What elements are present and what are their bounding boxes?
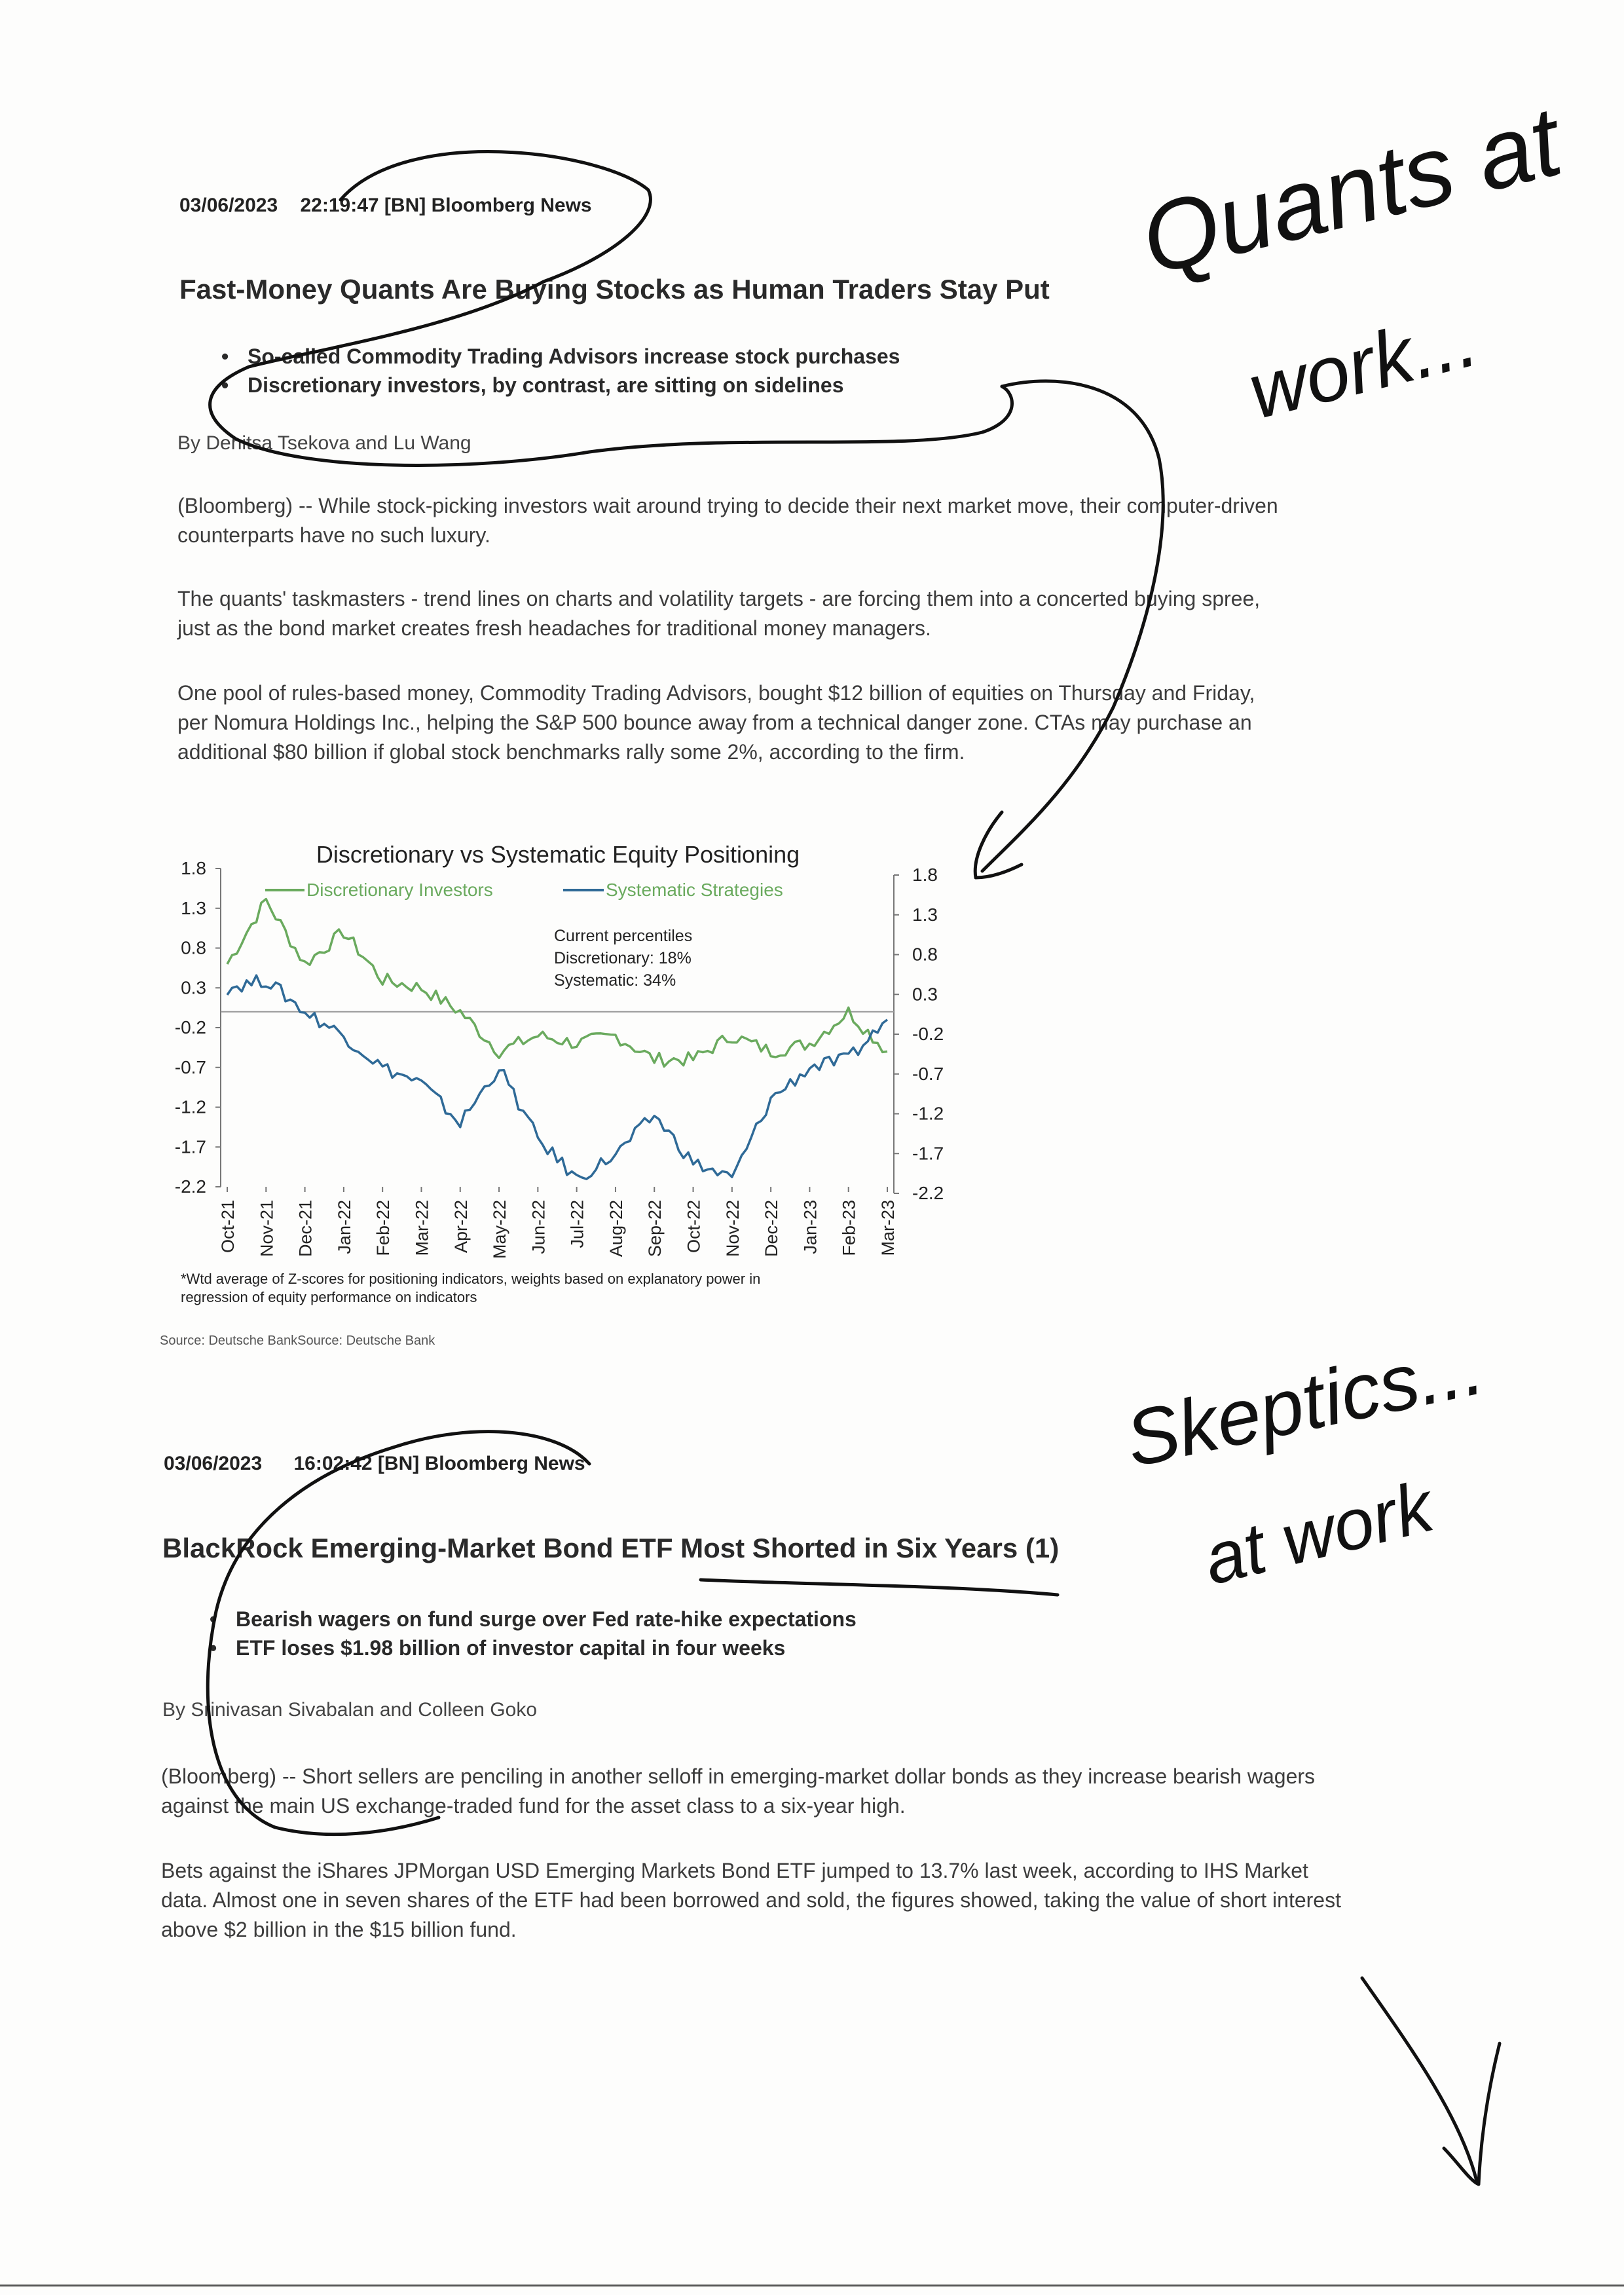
arrow-head-to-chart [975, 812, 1022, 878]
x-tick-label: Dec-22 [762, 1200, 782, 1258]
y-tick-label-left: -2.2 [174, 1176, 206, 1197]
x-tick-label: Oct-22 [684, 1200, 704, 1254]
x-tick-label: Jul-22 [567, 1200, 587, 1248]
y-tick-label-right: -1.2 [912, 1103, 944, 1124]
article2-bullet: • ETF loses $1.98 billion of investor capital in four weeks [210, 1633, 857, 1662]
article2-byline: By Srinivasan Sivabalan and Colleen Goko [162, 1699, 538, 1721]
x-tick-label: Nov-21 [257, 1200, 277, 1258]
y-tick-label-right: -0.2 [912, 1024, 944, 1044]
y-tick-label-right: -0.7 [912, 1063, 944, 1084]
x-tick-label: Sep-22 [645, 1200, 665, 1258]
article2-headline: BlackRock Emerging-Market Bond ETF Most Shorted in Six Years (1) [162, 1533, 1060, 1563]
article1-paragraph-1: (Bloomberg) -- While stock-picking investors wait around trying to decide their next market move, their computer-driven counterparts have no such luxury. [177, 494, 1278, 547]
y-tick-label-left: -0.7 [174, 1056, 206, 1077]
chart-annotation-line-2: Discretionary: 18% [554, 949, 692, 967]
underline-article2-headline [701, 1580, 1058, 1595]
y-tick-label-right: 1.8 [912, 865, 938, 885]
y-tick-label-left: -1.2 [174, 1096, 206, 1117]
x-tick-label: Jan-22 [334, 1200, 354, 1254]
legend-systematic-label: Systematic Strategies [606, 880, 783, 900]
x-tick-label: Jan-23 [800, 1200, 821, 1254]
page-bottom-rule [0, 2285, 1624, 2286]
article1-source-note: Source: Deutsche BankSource: Deutsche Bank [160, 1334, 435, 1348]
article2-paragraph-2: Bets against the iShares JPMorgan USD Emerging Markets Bond ETF jumped to 13.7% last week, according to IHS Market data. Almost one in seven shares of the ETF had been borrowed and sold, the figures showed, taking the value of short interest above $2 billion in the $15 billion fund. [161, 1859, 1341, 1941]
y-tick-label-right: 0.3 [912, 984, 938, 1005]
x-tick-label: Mar-22 [412, 1200, 432, 1256]
article2-time-source: 16:02:42 [BN] Bloomberg News [293, 1453, 585, 1474]
chart-annotation-line-1: Current percentiles [554, 927, 693, 945]
arrow-line-to-chart [982, 381, 1163, 871]
handwritten-note-1-line-1: Quants at [1131, 85, 1571, 296]
y-tick-label-right: -2.2 [912, 1183, 944, 1203]
y-tick-label-right: -1.7 [912, 1143, 944, 1164]
article1-paragraph-3: One pool of rules-based money, Commodity Trading Advisors, bought $12 billion of equities on Thursday and Friday, per Nomura Holdings Inc., helping the S&P 500 bounce away from a technical danger zone. CTAs may purchase an additional $80 billion if global stock benchmarks rally some 2%, according to the firm. [177, 681, 1255, 764]
x-tick-label: Oct-21 [218, 1200, 238, 1254]
y-tick-label-left: 0.8 [181, 937, 206, 958]
article2-date: 03/06/2023 [164, 1453, 263, 1474]
x-tick-label: May-22 [490, 1200, 510, 1259]
article1-time-source: 22:19:47 [BN] Bloomberg News [300, 195, 592, 216]
handwritten-note-1-line-2: work... [1240, 294, 1486, 436]
article1-date: 03/06/2023 [179, 195, 278, 216]
legend-discretionary-label: Discretionary Investors [306, 880, 493, 900]
y-tick-label-left: -0.2 [174, 1017, 206, 1037]
y-tick-label-right: 0.8 [912, 944, 938, 965]
chart-footnote-line-2: regression of equity performance on indicators [181, 1289, 477, 1305]
x-tick-label: Apr-22 [451, 1200, 471, 1254]
chart-title: Discretionary vs Systematic Equity Positioning [316, 841, 800, 868]
y-tick-label-left: -1.7 [174, 1136, 206, 1157]
down-arrow [1362, 1978, 1500, 2184]
x-tick-label: Nov-22 [722, 1200, 743, 1258]
article2-bullet: • Bearish wagers on fund surge over Fed rate-hike expectations [210, 1605, 857, 1633]
y-tick-label-left: 1.3 [181, 897, 206, 918]
handwritten-note-2-line-1: Skeptics... [1118, 1322, 1491, 1484]
x-tick-label: Dec-21 [295, 1200, 316, 1258]
y-tick-label-right: 1.3 [912, 904, 938, 925]
chart-footnote-line-1: *Wtd average of Z-scores for positioning indicators, weights based on explanatory power in [181, 1271, 761, 1287]
article1-paragraph-2: The quants' taskmasters - trend lines on charts and volatility targets - are forcing them into a concerted buying spree, just as the bond market creates fresh headaches for traditional money managers. [177, 587, 1261, 640]
chart-annotation-line-3: Systematic: 34% [554, 971, 676, 990]
x-tick-label: Mar-23 [878, 1200, 898, 1256]
x-tick-label: Feb-23 [839, 1200, 859, 1256]
handwritten-note-2-line-2: at work [1196, 1466, 1441, 1601]
article1-bullet: • So-called Commodity Trading Advisors increase stock purchases [221, 342, 900, 371]
y-tick-label-left: 0.3 [181, 977, 206, 998]
article2-paragraph-1: (Bloomberg) -- Short sellers are penciling in another selloff in emerging-market dollar bonds as they increase bearish wagers against the main US exchange-traded fund for the asset class to a six-year high. [161, 1764, 1316, 1818]
x-tick-label: Jun-22 [528, 1200, 549, 1254]
circle-around-article2-header [208, 1432, 589, 1835]
article1-bullet: • Discretionary investors, by contrast, are sitting on sidelines [221, 371, 900, 400]
x-tick-label: Feb-22 [373, 1200, 394, 1256]
article1-byline: By Denitsa Tsekova and Lu Wang [177, 432, 471, 454]
article1-headline: Fast-Money Quants Are Buying Stocks as Human Traders Stay Put [179, 274, 1050, 305]
x-tick-label: Aug-22 [606, 1200, 626, 1258]
y-tick-label-left: 1.8 [181, 858, 206, 878]
circle-around-article1-header [210, 152, 1012, 466]
